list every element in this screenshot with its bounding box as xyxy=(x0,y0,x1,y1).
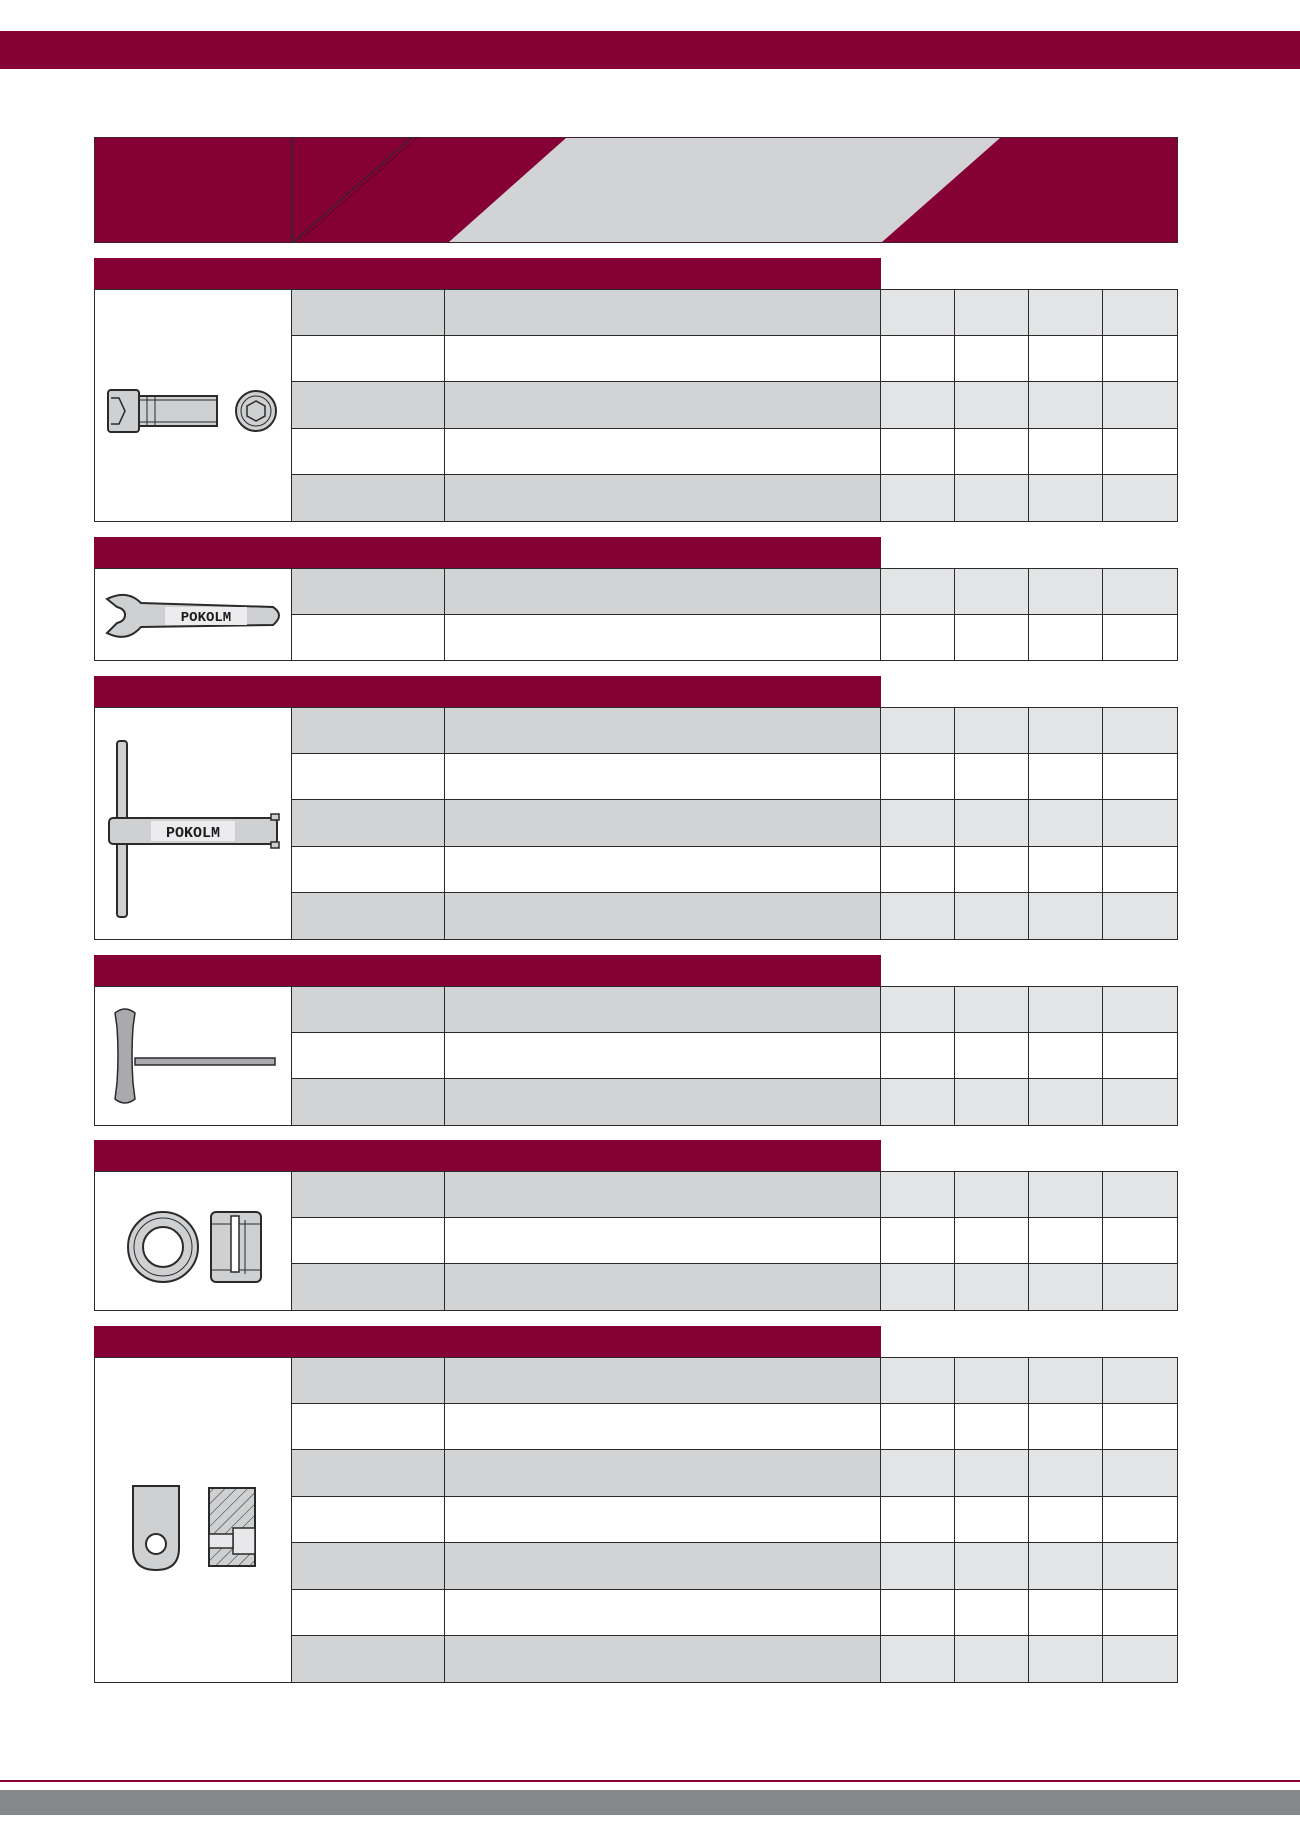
cell-order-number xyxy=(292,1264,445,1311)
cell-order-number xyxy=(292,289,445,336)
cell-value-1 xyxy=(881,847,955,894)
cell-value-4 xyxy=(1103,1357,1178,1404)
cell-value-3 xyxy=(1029,1357,1103,1404)
product-image-t-wrench xyxy=(94,707,292,940)
cell-value-2 xyxy=(955,893,1029,940)
cell-value-2 xyxy=(955,429,1029,476)
cell-value-3 xyxy=(1029,615,1103,662)
cell-description xyxy=(445,1543,881,1590)
cell-value-4 xyxy=(1103,986,1178,1033)
cell-description xyxy=(445,1033,881,1080)
cell-value-1 xyxy=(881,475,955,522)
table-row xyxy=(292,1218,1178,1265)
table-row xyxy=(292,1079,1178,1126)
cell-value-1 xyxy=(881,986,955,1033)
table-row xyxy=(292,1543,1178,1590)
cell-order-number xyxy=(292,1636,445,1683)
cell-value-2 xyxy=(955,847,1029,894)
cell-value-4 xyxy=(1103,475,1178,522)
cell-value-4 xyxy=(1103,1264,1178,1311)
table-row xyxy=(292,1357,1178,1404)
clamp-piece-icon xyxy=(95,1358,291,1681)
section-title-t-wrench xyxy=(94,676,881,707)
cell-value-4 xyxy=(1103,1450,1178,1497)
cell-value-3 xyxy=(1029,1033,1103,1080)
cell-value-3 xyxy=(1029,1218,1103,1265)
table-row xyxy=(292,289,1178,336)
cell-description xyxy=(445,1079,881,1126)
cell-order-number xyxy=(292,754,445,801)
table-row xyxy=(292,1033,1178,1080)
cell-value-4 xyxy=(1103,382,1178,429)
cell-value-2 xyxy=(955,1450,1029,1497)
table-row xyxy=(292,615,1178,662)
cell-value-4 xyxy=(1103,289,1178,336)
table-row xyxy=(292,568,1178,615)
cell-description xyxy=(445,289,881,336)
cell-order-number xyxy=(292,1033,445,1080)
cell-order-number xyxy=(292,893,445,940)
cell-value-1 xyxy=(881,568,955,615)
product-image-open-wrench xyxy=(94,568,292,661)
cell-order-number xyxy=(292,707,445,754)
cell-value-1 xyxy=(881,1497,955,1544)
cell-order-number xyxy=(292,1171,445,1218)
header-title xyxy=(94,137,292,243)
cell-value-1 xyxy=(881,1404,955,1451)
cell-value-1 xyxy=(881,1264,955,1311)
cell-value-3 xyxy=(1029,1079,1103,1126)
cell-value-3 xyxy=(1029,1590,1103,1637)
product-image-t-key xyxy=(94,986,292,1126)
cell-description xyxy=(445,754,881,801)
cell-value-4 xyxy=(1103,1590,1178,1637)
cell-value-3 xyxy=(1029,1404,1103,1451)
cell-value-2 xyxy=(955,475,1029,522)
section-title-screw xyxy=(94,258,881,289)
cell-description xyxy=(445,707,881,754)
cell-value-4 xyxy=(1103,568,1178,615)
cell-value-2 xyxy=(955,1264,1029,1311)
cell-value-3 xyxy=(1029,475,1103,522)
footer-grey-band xyxy=(0,1790,1300,1815)
cell-order-number xyxy=(292,1079,445,1126)
cell-value-2 xyxy=(955,1590,1029,1637)
cell-value-4 xyxy=(1103,1404,1178,1451)
cell-value-2 xyxy=(955,568,1029,615)
table-row xyxy=(292,1264,1178,1311)
cell-value-4 xyxy=(1103,800,1178,847)
table-row xyxy=(292,847,1178,894)
footer-accent-line xyxy=(0,1780,1300,1782)
cell-value-4 xyxy=(1103,1497,1178,1544)
cell-description xyxy=(445,429,881,476)
cell-order-number xyxy=(292,986,445,1033)
t-handle-hex-key-icon xyxy=(95,987,291,1124)
table-row xyxy=(292,1636,1178,1683)
cell-description xyxy=(445,1636,881,1683)
table-row xyxy=(292,707,1178,754)
cell-order-number xyxy=(292,336,445,383)
cell-value-1 xyxy=(881,615,955,662)
cell-value-3 xyxy=(1029,336,1103,383)
cell-description xyxy=(445,1357,881,1404)
cell-description xyxy=(445,1404,881,1451)
cell-value-3 xyxy=(1029,1497,1103,1544)
cell-value-4 xyxy=(1103,893,1178,940)
t-wrench-brand-label: POKOLM xyxy=(165,825,221,842)
top-color-band xyxy=(0,31,1300,69)
cell-value-1 xyxy=(881,289,955,336)
cell-value-4 xyxy=(1103,1033,1178,1080)
cell-value-3 xyxy=(1029,289,1103,336)
open-end-wrench-icon xyxy=(95,569,291,659)
cell-value-4 xyxy=(1103,1079,1178,1126)
cell-value-4 xyxy=(1103,1171,1178,1218)
cell-value-2 xyxy=(955,754,1029,801)
table-row xyxy=(292,429,1178,476)
cell-value-2 xyxy=(955,1357,1029,1404)
cell-value-2 xyxy=(955,800,1029,847)
table-row xyxy=(292,800,1178,847)
cell-value-2 xyxy=(955,289,1029,336)
cell-order-number xyxy=(292,1218,445,1265)
cell-description xyxy=(445,568,881,615)
cell-value-2 xyxy=(955,1079,1029,1126)
t-handle-wrench-icon xyxy=(95,708,291,938)
cell-value-2 xyxy=(955,707,1029,754)
cell-value-3 xyxy=(1029,1264,1103,1311)
cell-value-4 xyxy=(1103,707,1178,754)
cell-value-4 xyxy=(1103,615,1178,662)
cell-description xyxy=(445,1171,881,1218)
section-title-clamp xyxy=(94,1326,881,1357)
cell-value-4 xyxy=(1103,1218,1178,1265)
cell-description xyxy=(445,847,881,894)
cell-value-1 xyxy=(881,336,955,383)
cell-value-3 xyxy=(1029,382,1103,429)
cell-value-3 xyxy=(1029,1450,1103,1497)
table-row xyxy=(292,986,1178,1033)
table-row xyxy=(292,1171,1178,1218)
cell-value-4 xyxy=(1103,754,1178,801)
cell-value-1 xyxy=(881,754,955,801)
table-row xyxy=(292,1450,1178,1497)
cell-value-1 xyxy=(881,382,955,429)
cell-value-1 xyxy=(881,1033,955,1080)
cell-description xyxy=(445,893,881,940)
cell-value-4 xyxy=(1103,336,1178,383)
cell-description xyxy=(445,615,881,662)
cell-order-number xyxy=(292,615,445,662)
table-row xyxy=(292,1404,1178,1451)
cell-description xyxy=(445,986,881,1033)
cell-order-number xyxy=(292,1543,445,1590)
product-image-ring xyxy=(94,1171,292,1311)
cell-description xyxy=(445,800,881,847)
cell-order-number xyxy=(292,1357,445,1404)
cell-value-1 xyxy=(881,1079,955,1126)
cell-order-number xyxy=(292,568,445,615)
hex-socket-screw-icon xyxy=(95,290,291,520)
table-header-banner xyxy=(94,137,1178,243)
table-row xyxy=(292,1497,1178,1544)
cell-order-number xyxy=(292,847,445,894)
table-row xyxy=(292,1590,1178,1637)
cell-order-number xyxy=(292,1450,445,1497)
clamping-ring-icon xyxy=(95,1172,291,1309)
cell-value-2 xyxy=(955,382,1029,429)
cell-order-number xyxy=(292,800,445,847)
product-image-screw xyxy=(94,289,292,522)
cell-value-4 xyxy=(1103,1636,1178,1683)
cell-value-3 xyxy=(1029,568,1103,615)
cell-description xyxy=(445,475,881,522)
table-row xyxy=(292,754,1178,801)
table-row xyxy=(292,893,1178,940)
cell-value-1 xyxy=(881,1218,955,1265)
cell-value-1 xyxy=(881,707,955,754)
cell-value-3 xyxy=(1029,986,1103,1033)
cell-value-3 xyxy=(1029,1171,1103,1218)
cell-value-3 xyxy=(1029,893,1103,940)
cell-value-2 xyxy=(955,336,1029,383)
cell-description xyxy=(445,336,881,383)
cell-value-3 xyxy=(1029,1636,1103,1683)
cell-value-1 xyxy=(881,1357,955,1404)
cell-value-1 xyxy=(881,1171,955,1218)
cell-description xyxy=(445,1218,881,1265)
cell-description xyxy=(445,382,881,429)
cell-value-2 xyxy=(955,1543,1029,1590)
cell-value-2 xyxy=(955,1636,1029,1683)
cell-value-2 xyxy=(955,1497,1029,1544)
cell-value-1 xyxy=(881,429,955,476)
cell-value-3 xyxy=(1029,754,1103,801)
cell-value-1 xyxy=(881,800,955,847)
cell-value-2 xyxy=(955,1218,1029,1265)
cell-value-1 xyxy=(881,1450,955,1497)
cell-order-number xyxy=(292,429,445,476)
cell-value-2 xyxy=(955,615,1029,662)
cell-value-4 xyxy=(1103,847,1178,894)
section-title-ring xyxy=(94,1140,881,1171)
cell-description xyxy=(445,1450,881,1497)
cell-value-2 xyxy=(955,1033,1029,1080)
cell-order-number xyxy=(292,475,445,522)
cell-description xyxy=(445,1497,881,1544)
cell-description xyxy=(445,1590,881,1637)
cell-order-number xyxy=(292,1590,445,1637)
table-row xyxy=(292,475,1178,522)
cell-value-3 xyxy=(1029,1543,1103,1590)
cell-order-number xyxy=(292,382,445,429)
cell-value-2 xyxy=(955,1404,1029,1451)
section-title-open-wrench xyxy=(94,537,881,568)
table-row xyxy=(292,382,1178,429)
cell-value-3 xyxy=(1029,847,1103,894)
cell-value-2 xyxy=(955,1171,1029,1218)
cell-value-3 xyxy=(1029,707,1103,754)
cell-value-4 xyxy=(1103,429,1178,476)
cell-value-3 xyxy=(1029,800,1103,847)
cell-value-2 xyxy=(955,986,1029,1033)
cell-order-number xyxy=(292,1404,445,1451)
cell-value-1 xyxy=(881,1543,955,1590)
cell-order-number xyxy=(292,1497,445,1544)
section-title-t-key xyxy=(94,955,881,986)
cell-value-1 xyxy=(881,1590,955,1637)
cell-description xyxy=(445,1264,881,1311)
cell-value-4 xyxy=(1103,1543,1178,1590)
product-image-clamp xyxy=(94,1357,292,1683)
cell-value-3 xyxy=(1029,429,1103,476)
cell-value-1 xyxy=(881,1636,955,1683)
wrench-brand-label: POKOLM xyxy=(180,610,232,626)
cell-value-1 xyxy=(881,893,955,940)
table-row xyxy=(292,336,1178,383)
